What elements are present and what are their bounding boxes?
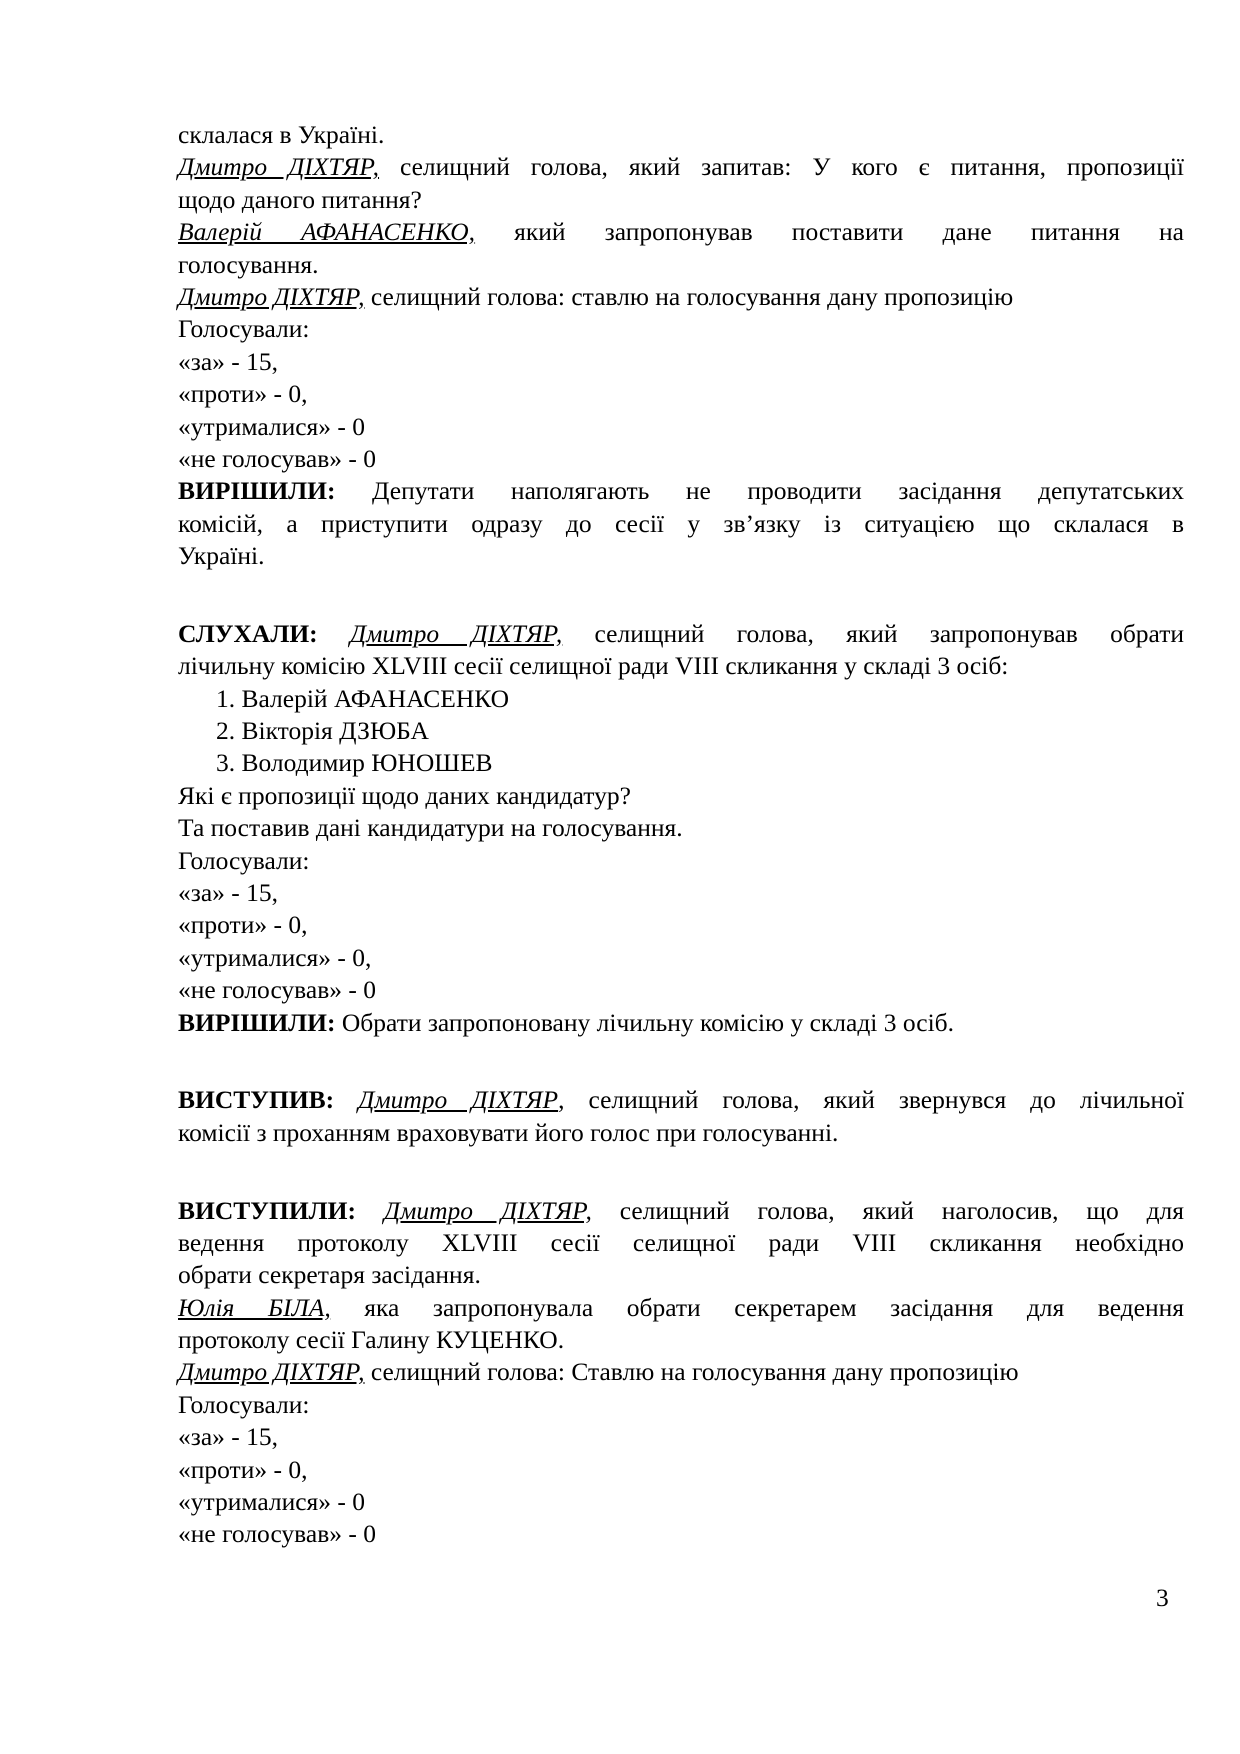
section-label: ВИСТУПИЛИ: bbox=[178, 1195, 356, 1225]
text-line bbox=[178, 1356, 1184, 1388]
resolution-line: комісій, а приступити одразу до сесії у зв’язку із ситуацією що склалася в bbox=[178, 508, 1184, 538]
section-label: СЛУХАЛИ: bbox=[178, 618, 318, 648]
list-item: 3. Володимир ЮНОШЕВ bbox=[216, 748, 493, 778]
vote-for: «за» - 15, bbox=[178, 346, 279, 376]
speaker-name: Дмитро ДІХТЯР, bbox=[383, 1195, 592, 1225]
text-line: Які є пропозиції щодо даних кандидатур? bbox=[178, 780, 631, 810]
text-line: обрати секретаря засідання. bbox=[178, 1260, 481, 1290]
vote-not-voted: «не голосував» - 0 bbox=[178, 443, 376, 473]
speaker-name: Дмитро ДІХТЯР bbox=[358, 1085, 559, 1115]
text-span: , селищний голова, який звернувся до лічильної bbox=[558, 1085, 1185, 1115]
paragraph-gap bbox=[178, 605, 1184, 618]
paragraph-gap bbox=[178, 1149, 1184, 1181]
vote-abstained: «утрималися» - 0, bbox=[178, 942, 372, 972]
vote-for: «за» - 15, bbox=[178, 1422, 279, 1452]
text-line bbox=[178, 1084, 1184, 1116]
text-line bbox=[178, 1292, 1184, 1324]
paragraph-gap bbox=[178, 1039, 1184, 1071]
resolution-line bbox=[178, 1007, 1184, 1039]
text-line bbox=[178, 216, 1184, 248]
speaker-name: Дмитро ДІХТЯР, bbox=[178, 281, 365, 311]
text-line: голосування. bbox=[178, 249, 319, 279]
text-line bbox=[178, 281, 1184, 313]
resolution-label: ВИРІШИЛИ: bbox=[178, 1007, 336, 1037]
text-line: Та поставив дані кандидатури на голосування. bbox=[178, 813, 683, 843]
vote-against: «проти» - 0, bbox=[178, 379, 308, 409]
speaker-name: Юлія БІЛА, bbox=[178, 1292, 331, 1322]
paragraph-gap bbox=[178, 1182, 1184, 1195]
vote-abstained: «утрималися» - 0 bbox=[178, 1487, 366, 1517]
resolution-line bbox=[178, 475, 1184, 507]
text-span: який запропонував поставити дане питання на bbox=[475, 217, 1184, 247]
text-line: ведення протоколу XLVIII сесії селищної ради VIII скликання необхідно bbox=[178, 1227, 1184, 1257]
text-span: селищний голова: Ставлю на голосування дану пропозицію bbox=[364, 1357, 1019, 1387]
text-span: селищний голова, який запропонував обрати bbox=[562, 618, 1184, 648]
text-span: Обрати запропоновану лічильну комісію у складі 3 осіб. bbox=[335, 1007, 955, 1037]
text-line: щодо даного питання? bbox=[178, 184, 422, 214]
list-item: 1. Валерій АФАНАСЕНКО bbox=[216, 683, 510, 713]
text-line bbox=[178, 151, 1184, 183]
vote-not-voted: «не голосував» - 0 bbox=[178, 975, 376, 1005]
speaker-name: Дмитро ДІХТЯР, bbox=[178, 152, 380, 182]
paragraph-gap bbox=[178, 572, 1184, 604]
vote-title: Голосували: bbox=[178, 845, 310, 875]
text-span: яка запропонувала обрати секретарем засідання для ведення bbox=[330, 1292, 1184, 1322]
resolution-line: Україні. bbox=[178, 541, 265, 571]
vote-not-voted: «не голосував» - 0 bbox=[178, 1519, 376, 1549]
vote-abstained: «утрималися» - 0 bbox=[178, 411, 366, 441]
document-body bbox=[178, 119, 1184, 1551]
speaker-name: Дмитро ДІХТЯР, bbox=[349, 618, 563, 648]
text-line bbox=[178, 618, 1184, 650]
vote-for: «за» - 15, bbox=[178, 877, 279, 907]
speaker-name: Дмитро ДІХТЯР, bbox=[178, 1357, 365, 1387]
page-number: 3 bbox=[1156, 1583, 1169, 1612]
text-line bbox=[178, 1195, 1184, 1227]
text-line: комісії з проханням враховувати його голос при голосуванні. bbox=[178, 1117, 839, 1147]
section-label: ВИСТУПИВ: bbox=[178, 1085, 335, 1115]
list-item: 2. Вікторія ДЗЮБА bbox=[216, 716, 429, 746]
vote-against: «проти» - 0, bbox=[178, 910, 308, 940]
vote-title: Голосували: bbox=[178, 1389, 310, 1419]
paragraph-gap bbox=[178, 1071, 1184, 1084]
text-span: селищний голова, який запитав: У кого є питання, пропозиції bbox=[379, 152, 1185, 182]
vote-against: «проти» - 0, bbox=[178, 1454, 308, 1484]
text-span: селищний голова, який наголосив, що для bbox=[591, 1195, 1185, 1225]
text-span: Депутати наполягають не проводити засідання депутатських bbox=[335, 476, 1184, 506]
speaker-name: Валерій АФАНАСЕНКО, bbox=[178, 217, 476, 247]
vote-title: Голосували: bbox=[178, 314, 310, 344]
text-line: склалася в Україні. bbox=[178, 120, 385, 149]
text-line: лічильну комісію XLVIII сесії селищної ради VIII скликання у складі 3 осіб: bbox=[178, 651, 1009, 681]
text-span: селищний голова: ставлю на голосування дану пропозицію bbox=[364, 281, 1014, 311]
text-line: протоколу сесії Галину КУЦЕНКО. bbox=[178, 1325, 565, 1355]
resolution-label: ВИРІШИЛИ: bbox=[178, 476, 336, 506]
